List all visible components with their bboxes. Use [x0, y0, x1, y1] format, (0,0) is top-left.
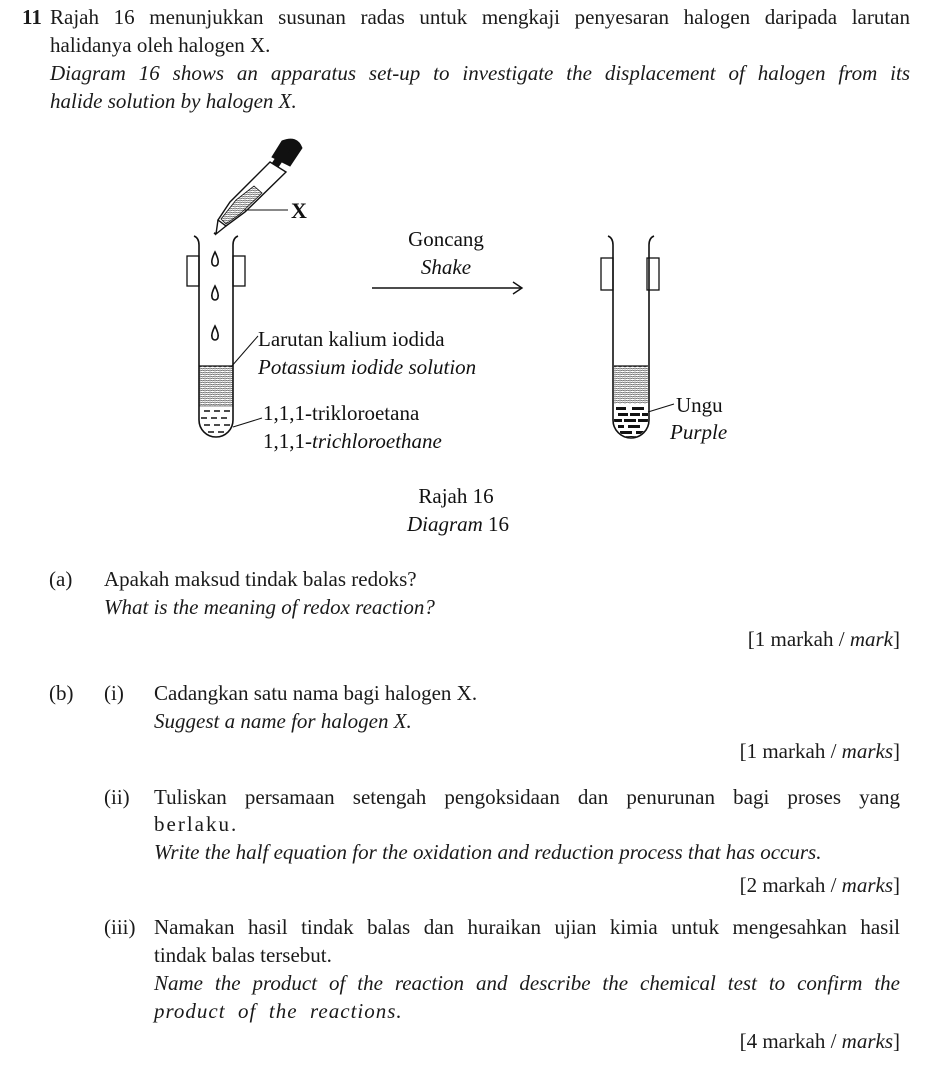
part-b-ii-label: (ii)	[104, 785, 130, 809]
part-b-ii-text-ms-line2: berlaku.	[154, 812, 239, 836]
part-b-i-text-ms: Cadangkan satu nama bagi halogen X.	[154, 681, 478, 705]
part-b-iii-text-ms-line2: tindak balas tersebut.	[154, 943, 332, 967]
label-result-ms: Ungu	[676, 393, 723, 417]
stem-ms-line2: halidanya oleh halogen X.	[50, 33, 271, 57]
caption-ms: Rajah 16	[418, 484, 494, 508]
arrow-right-icon	[372, 282, 522, 294]
part-b-iii-marks: [4 markah / marks]	[739, 1029, 900, 1053]
label-solution-en: Potassium iodide solution	[258, 355, 477, 379]
part-b-label: (b)	[49, 681, 74, 705]
stem-ms-line1: Rajah 16 menunjukkan susunan radas untuk mengkaji penyesaran halogen daripada larutan	[50, 5, 910, 29]
part-b-i-label: (i)	[104, 681, 124, 705]
part-b-iii-label: (iii)	[104, 915, 136, 939]
part-b-ii-text-en: Write the half equation for the oxidation and reduction process that has occurs.	[154, 840, 822, 864]
caption-en: Diagram 16	[406, 512, 510, 536]
label-solvent-en: 1,1,1-trichloroethane	[263, 429, 442, 453]
label-result-en: Purple	[670, 420, 728, 444]
question-number: 11	[22, 5, 42, 29]
part-b-iii-text-en-line2: product of the reactions.	[154, 999, 403, 1023]
stem-en-line1: Diagram 16 shows an apparatus set-up to investigate the displacement of halogen from its	[50, 61, 910, 85]
arrow-label-ms: Goncang	[408, 227, 484, 251]
label-solvent-ms: 1,1,1-trikloroetana	[263, 401, 420, 425]
part-a-marks: [1 markah / mark]	[747, 627, 900, 651]
part-b-i-text-en: Suggest a name for halogen X.	[154, 709, 412, 733]
label-solution-ms: Larutan kalium iodida	[258, 327, 445, 351]
part-a-text-ms: Apakah maksud tindak balas redoks?	[104, 567, 417, 591]
test-tube-before-icon	[187, 236, 262, 446]
part-b-ii-marks: [2 markah / marks]	[739, 873, 900, 897]
part-b-iii-text-ms-line1: Namakan hasil tindak balas dan huraikan ujian kimia untuk mengesahkan hasil	[154, 915, 900, 939]
part-a-label: (a)	[49, 567, 73, 591]
dropper-icon	[214, 139, 302, 234]
stem-en-line2: halide solution by halogen X.	[50, 89, 297, 113]
dropper-label: X	[291, 198, 307, 223]
part-a-text-en: What is the meaning of redox reaction?	[104, 595, 435, 619]
part-b-ii-text-ms-line1: Tuliskan persamaan setengah pengoksidaan dan penurunan bagi proses yang	[154, 785, 900, 809]
part-b-iii-text-en-line1: Name the product of the reaction and describe the chemical test to confirm the	[154, 971, 900, 995]
arrow-label-en: Shake	[420, 255, 472, 279]
test-tube-after-icon	[601, 236, 674, 446]
part-b-i-marks: [1 markah / marks]	[739, 739, 900, 763]
